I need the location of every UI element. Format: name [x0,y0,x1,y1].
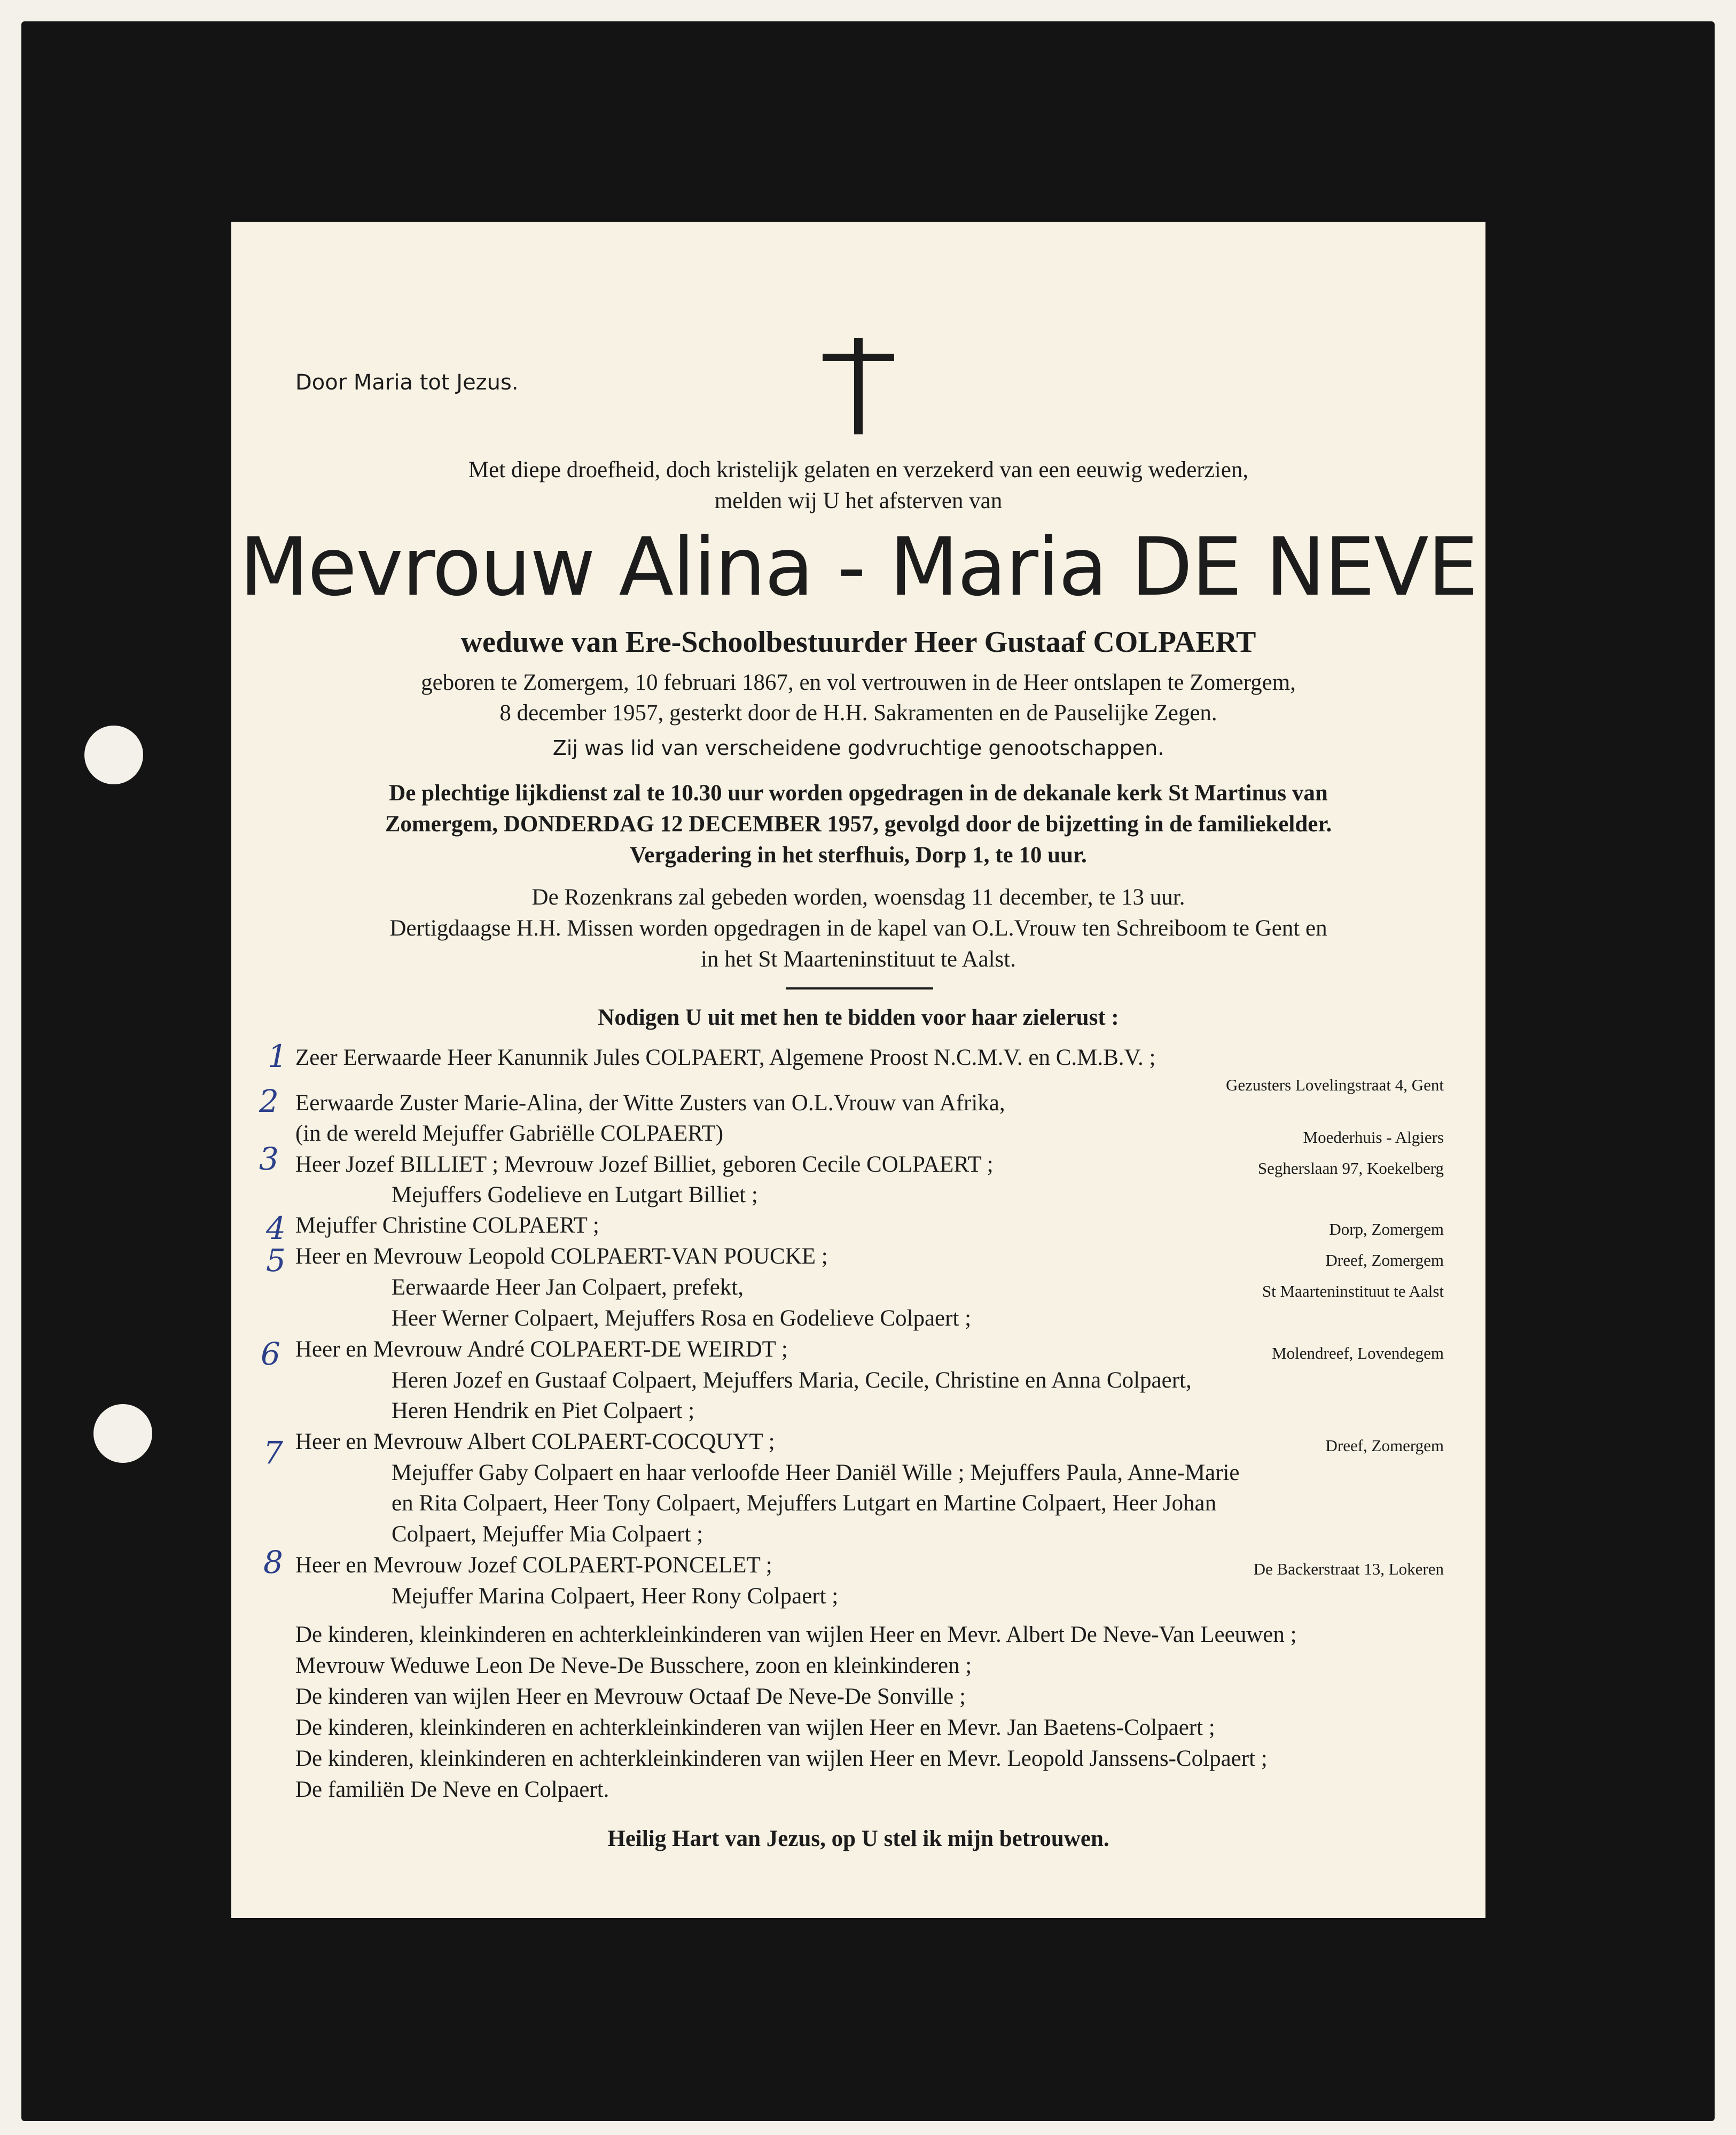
masses-line: Dertigdaagse H.H. Missen worden opgedragen in de kapel van O.L.Vrouw ten Schreiboom te Gent en [389,916,1327,941]
handwritten-number: 5 [266,1242,286,1279]
family-line: (in de wereld Mejuffer Gabriëlle COLPAERT) [295,1121,724,1146]
family-line: Eerwaarde Heer Jan Colpaert, prefekt, [392,1275,744,1300]
address: Molendreef, Lovendegem [1272,1344,1444,1362]
family-line: Heren Hendrik en Piet Colpaert ; [392,1398,695,1423]
family-line: en Rita Colpaert, Heer Tony Colpaert, Mejuffers Lutgart en Martine Colpaert, Heer Johan [392,1491,1217,1516]
motto: Door Maria tot Jezus. [295,370,519,395]
punch-hole [84,726,143,784]
family-line: Heer en Mevrouw Leopold COLPAERT-VAN POUCKE ; [295,1244,828,1269]
address: Dreef, Zomergem [1325,1251,1444,1269]
birth-death-line: 8 december 1957, gesterkt door de H.H. Sakramenten en de Pauselijke Zegen. [499,700,1217,726]
address: Dorp, Zomergem [1329,1220,1444,1238]
family-line: Heren Jozef en Gustaaf Colpaert, Mejuffers Maria, Cecile, Christine en Anna Colpaert, [392,1368,1192,1393]
funeral-line: Zomergem, DONDERDAG 12 DECEMBER 1957, gevolgd door de bijzetting in de familiekelder. [385,812,1332,837]
family-line: Heer en Mevrouw André COLPAERT-DE WEIRDT ; [295,1337,788,1362]
family-line: Heer Werner Colpaert, Mejuffers Rosa en Godelieve Colpaert ; [392,1306,972,1331]
handwritten-number: 8 [263,1544,283,1580]
birth-death-line: geboren te Zomergem, 10 februari 1867, en vol vertrouwen in de Heer ontslapen te Zomergem, [421,670,1296,695]
masses-line: in het St Maarteninstituut te Aalst. [701,947,1016,972]
address: De Backerstraat 13, Lokeren [1253,1560,1444,1578]
cross-icon [854,338,863,434]
relatives-line: De familiën De Neve en Colpaert. [295,1777,609,1802]
widow-of-line: weduwe van Ere-Schoolbestuurder Heer Gustaaf COLPAERT [460,626,1256,659]
family-line: Mejuffer Gaby Colpaert en haar verloofde Heer Daniël Wille ; Mejuffers Paula, Anne-Marie [392,1460,1240,1485]
handwritten-number: 2 [259,1083,279,1119]
handwritten-number: 3 [259,1141,279,1177]
societies-line: Zij was lid van verscheidene godvruchtige genootschappen. [552,736,1164,760]
intro-line: Met diepe droefheid, doch kristelijk gelaten en verzekerd van een eeuwig wederzien, [468,457,1249,482]
cross-icon-bar [823,354,894,361]
address: St Maarteninstituut te Aalst [1262,1282,1444,1300]
family-line: Heer en Mevrouw Jozef COLPAERT-PONCELET ; [295,1553,772,1578]
handwritten-number: 4 [266,1210,286,1246]
handwritten-number: 1 [268,1038,287,1074]
death-notice-card [231,222,1485,1918]
family-line: Heer en Mevrouw Albert COLPAERT-COCQUYT ; [295,1429,775,1454]
handwritten-number: 7 [263,1435,283,1471]
address: Segherslaan 97, Koekelberg [1257,1159,1444,1178]
address: Moederhuis - Algiers [1303,1128,1444,1147]
family-line: Mejuffer Christine COLPAERT ; [295,1213,599,1238]
closing-prayer: Heilig Hart van Jezus, op U stel ik mijn betrouwen. [607,1826,1109,1851]
funeral-line: De plechtige lijkdienst zal te 10.30 uur worden opgedragen in de dekanale kerk St Martinus van [389,781,1328,806]
address: Gezusters Lovelingstraat 4, Gent [1225,1076,1444,1094]
relatives-line: Mevrouw Weduwe Leon De Neve-De Busschere, zoon en kleinkinderen ; [295,1653,972,1678]
family-line: Zeer Eerwaarde Heer Kanunnik Jules COLPAERT, Algemene Proost N.C.M.V. en C.M.B.V. ; [295,1045,1156,1070]
relatives-line: De kinderen, kleinkinderen en achterkleinkinderen van wijlen Heer en Mevr. Leopold Janssens-Colpaert ; [295,1746,1268,1771]
handwritten-number: 6 [261,1336,280,1372]
divider-rule [786,987,933,989]
relatives-line: De kinderen, kleinkinderen en achterkleinkinderen van wijlen Heer en Mevr. Jan Baetens-Colpaert ; [295,1715,1215,1740]
family-line: Mejuffer Marina Colpaert, Heer Rony Colpaert ; [392,1584,839,1609]
relatives-line: De kinderen van wijlen Heer en Mevrouw Octaaf De Neve-De Sonville ; [295,1684,966,1709]
relatives-line: De kinderen, kleinkinderen en achterkleinkinderen van wijlen Heer en Mevr. Albert De Neve-Van Leeuwen ; [295,1622,1297,1647]
punch-hole [93,1404,152,1463]
invite-line: Nodigen U uit met hen te bidden voor haar zielerust : [598,1005,1119,1030]
deceased-name: Mevrouw Alina - Maria DE NEVE [239,521,1477,614]
family-line: Heer Jozef BILLIET ; Mevrouw Jozef Billiet, geboren Cecile COLPAERT ; [295,1152,994,1177]
address: Dreef, Zomergem [1325,1436,1444,1455]
family-line: Colpaert, Mejuffer Mia Colpaert ; [392,1522,703,1547]
family-line: Mejuffers Godelieve en Lutgart Billiet ; [392,1182,758,1207]
family-line: Eerwaarde Zuster Marie-Alina, der Witte Zusters van O.L.Vrouw van Afrika, [295,1090,1005,1116]
rosary-line: De Rozenkrans zal gebeden worden, woensdag 11 december, te 13 uur. [531,885,1185,910]
funeral-line: Vergadering in het sterfhuis, Dorp 1, te 10 uur. [630,843,1087,868]
intro-line: melden wij U het afsterven van [714,488,1003,513]
